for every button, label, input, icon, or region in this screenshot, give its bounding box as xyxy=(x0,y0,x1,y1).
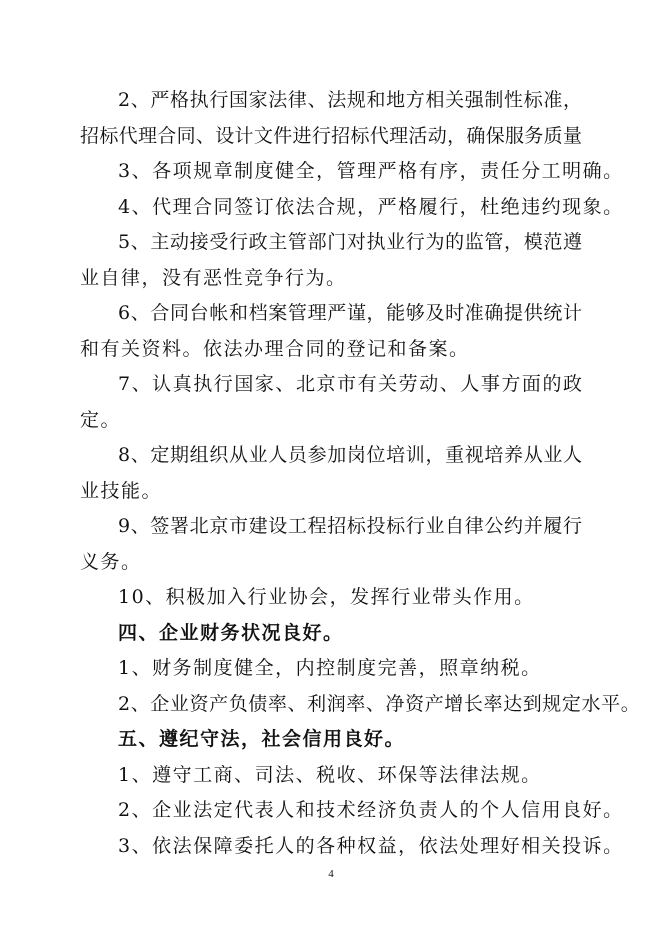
paragraph-line: 2、严格执行国家法律、法规和地方相关强制性标准， xyxy=(118,89,582,111)
paragraph-line: 3、各项规章制度健全，管理严格有序，责任分工明确。 xyxy=(118,160,624,182)
section-heading: 五、遵纪守法，社会信用良好。 xyxy=(118,728,406,750)
paragraph-line: 4、代理合同签订依法合规，严格履行，杜绝违约现象。 xyxy=(118,195,624,218)
section-heading: 四、企业财务状况良好。 xyxy=(118,621,344,644)
paragraph-line: 定。 xyxy=(80,408,122,431)
paragraph-line: 8、定期组织从业人员参加岗位培训，重视培养从业人 xyxy=(118,444,582,466)
paragraph-line: 3、依法保障委托人的各种权益，依法处理好相关投诉。 xyxy=(118,834,624,857)
paragraph-line: 业自律，没有恶性竞争行为。 xyxy=(80,266,347,289)
paragraph-line: 5、主动接受行政主管部门对执业行为的监管，模范遵 xyxy=(118,231,582,253)
paragraph-line: 义务。 xyxy=(80,550,142,573)
paragraph-line: 2、企业资产负债率、利润率、净资产增长率达到规定水平。 xyxy=(118,692,641,715)
paragraph-line: 7、认真执行国家、北京市有关劳动、人事方面的政 xyxy=(118,373,582,395)
page-number: 4 xyxy=(328,868,334,880)
document-body xyxy=(80,83,641,864)
paragraph-line: 1、财务制度健全，内控制度完善，照章纳税。 xyxy=(118,657,542,679)
paragraph-line: 1、遵守工商、司法、税收、环保等法律法规。 xyxy=(118,763,542,786)
paragraph-line: 9、签署北京市建设工程招标投标行业自律公约并履行 xyxy=(118,515,582,537)
paragraph-line: 10、积极加入行业协会，发挥行业带头作用。 xyxy=(118,586,535,608)
paragraph-line: 业技能。 xyxy=(80,479,163,502)
paragraph-line: 和有关资料。依法办理合同的登记和备案。 xyxy=(80,337,470,360)
paragraph-line: 6、合同台帐和档案管理严谨，能够及时准确提供统计 xyxy=(118,302,582,324)
paragraph-line: 招标代理合同、设计文件进行招标代理活动，确保服务质量 xyxy=(80,124,582,147)
paragraph-line: 2、企业法定代表人和技术经济负责人的个人信用良好。 xyxy=(118,799,624,821)
